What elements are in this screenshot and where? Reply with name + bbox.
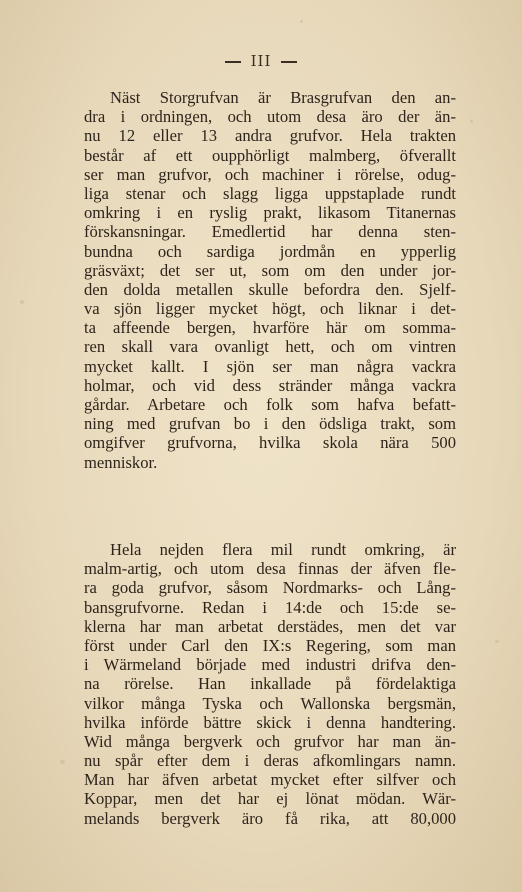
- text-line: förskansningar. Emedlertid har denna sten-: [84, 222, 456, 242]
- text-line: ra goda grufvor, såsom Nordmarks- och Lång-: [84, 578, 456, 598]
- text-line: ser man grufvor, och machiner i rörelse, odug-: [84, 164, 456, 184]
- text-line: na rörelse. Han inkallade på fördelaktiga: [84, 674, 456, 694]
- text-line: gårdar. Arbetare och folk som hafva befatt-: [84, 395, 456, 414]
- text-line: nu 12 eller 13 andra grufvor. Hela trakten: [84, 126, 456, 146]
- text-line: Wid många bergverk och grufvor har man än-: [84, 731, 456, 751]
- header-dash-left: [225, 61, 241, 63]
- text-line: ta affeende bergen, hvarföre här om somma-: [84, 318, 456, 338]
- text-line: Näst Storgrufvan är Brasgrufvan den an-: [110, 88, 456, 107]
- text-line: i Wärmeland började med industri drifva den-: [84, 655, 456, 675]
- text-line: melands bergverk äro få rika, att 80,000: [84, 808, 456, 828]
- text-line: den dolda metallen skulle befordra den. Sjelf-: [84, 279, 456, 299]
- text-line: Hela nejden flera mil rundt omkring, är: [110, 540, 456, 559]
- text-line: va sjön ligger mycket högt, och liknar i det-: [84, 299, 456, 319]
- text-line: gräsväxt; det ser ut, som om den under jor-: [84, 260, 456, 280]
- text-line: klerna har man arbetat derstädes, men det var: [84, 616, 456, 636]
- text-line: först under Carl den IX:s Regering, som man: [84, 635, 456, 655]
- text-line: liga stenar och slagg ligga uppstaplade rundt: [84, 183, 456, 203]
- text-line: holmar, och vid dess stränder många vackra: [84, 375, 456, 395]
- text-line: menniskor.: [84, 452, 158, 472]
- text-line: ren skall vara ovanligt hett, och om vintren: [84, 337, 456, 357]
- text-line: bundna och sardiga jordmån en ypperlig: [84, 241, 456, 261]
- page-header: [0, 52, 522, 70]
- text-line: hvilka införde bättre skick i denna handtering.: [84, 712, 456, 732]
- text-line: ning med grufvan bo i den ödsliga trakt, som: [84, 414, 456, 434]
- text-line: består af ett oupphörligt malmberg, öfverallt: [84, 145, 456, 165]
- text-line: omgifver grufvorna, hvilka skola nära 500: [84, 433, 456, 453]
- page-number: III: [250, 52, 272, 70]
- text-line: mycket kallt. I sjön ser man några vackra: [84, 356, 456, 376]
- paragraph-1: [84, 88, 456, 472]
- header-dash-right: [281, 61, 297, 63]
- text-line: nu spår efter dem i deras afkomlingars namn.: [84, 751, 456, 771]
- text-line: Man har äfven arbetat mycket efter silfver och: [84, 770, 456, 790]
- text-line: dra i ordningen, och utom desa äro der än-: [84, 107, 456, 127]
- text-line: vilkor många Tyska och Wallonska bergsmän,: [84, 693, 456, 713]
- text-line: bansgrufvorne. Redan i 14:de och 15:de se-: [84, 597, 456, 617]
- paragraph-2: [84, 540, 456, 828]
- text-line: omkring i en ryslig prakt, likasom Titanernas: [84, 203, 456, 223]
- text-line: malm-artig, och utom desa finnas der äfven fle-: [84, 559, 456, 579]
- text-line: Koppar, men det har ej lönat mödan. Wär-: [84, 789, 456, 809]
